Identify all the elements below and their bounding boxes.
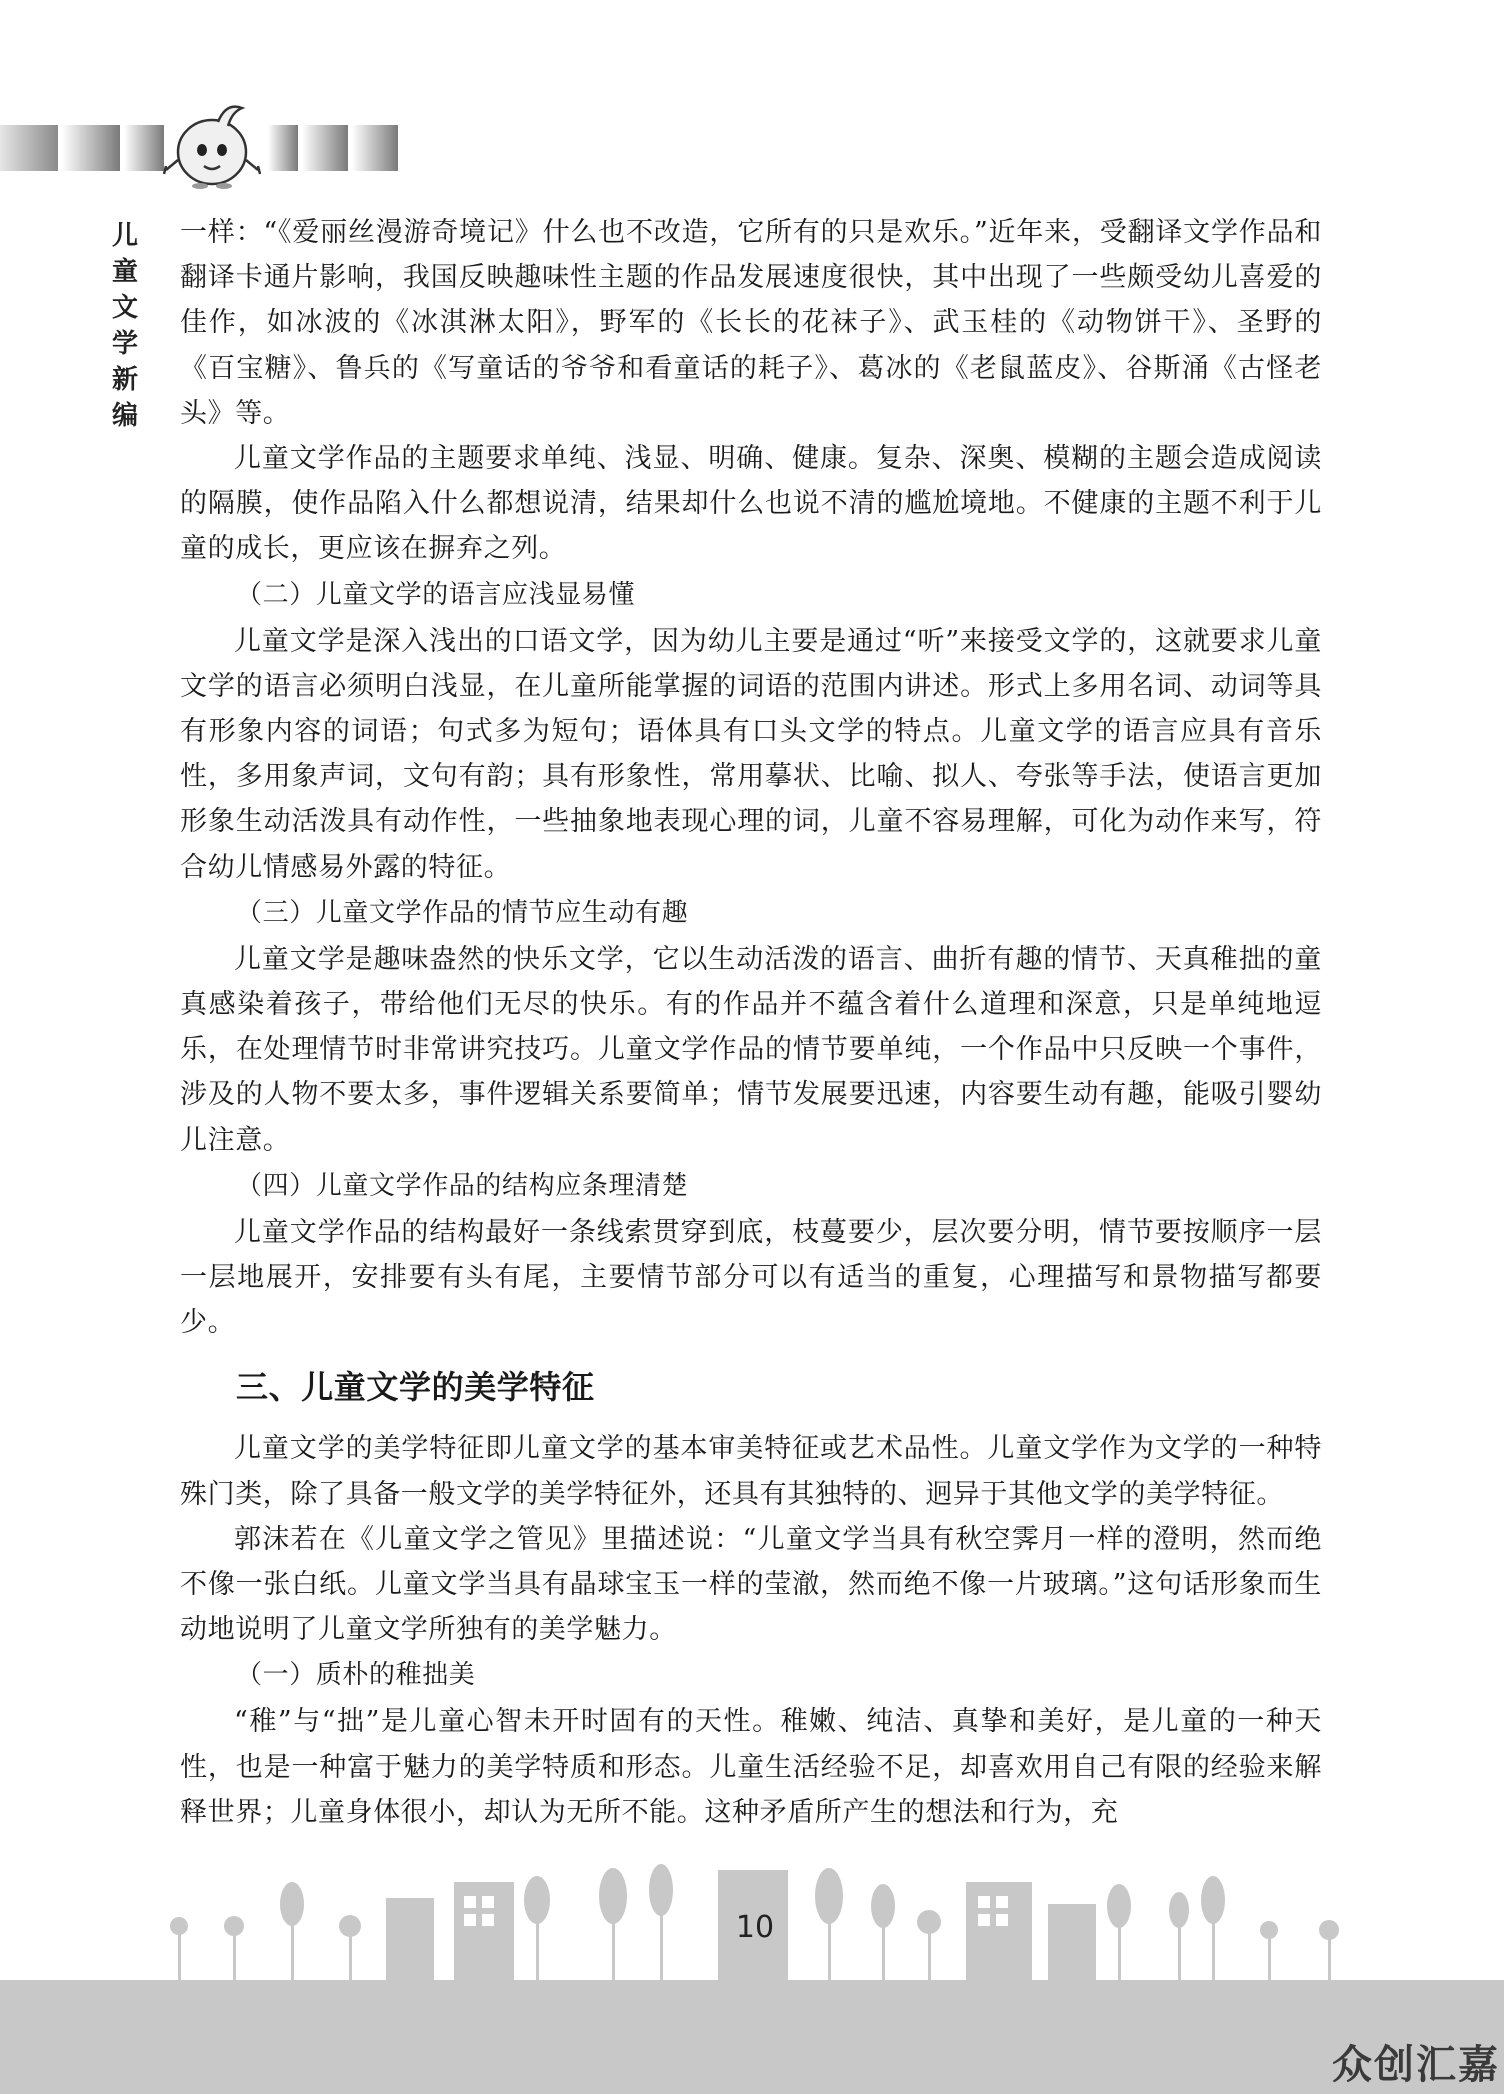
- paragraph: 郭沫若在《儿童文学之管见》里描述说：“儿童文学当具有秋空霁月一样的澄明，然而绝不像一张白纸。儿童文学当具有晶球宝玉一样的莹澈，然而绝不像一片玻璃。”这句话形象而生动地说明了儿童文学所独有的美学魅力。: [180, 1523, 1322, 1646]
- mascot-logo: [160, 100, 265, 190]
- paragraph: 一样：“《爱丽丝漫游奇境记》什么也不改造，它所有的只是欢乐。”近年来，受翻译文学作品和翻译卡通片影响，我国反映趣味性主题的作品发展速度很快，其中出现了一些颇受幼儿喜爱的佳作，如冰波的《冰淇淋太阳》，野军的《长长的花袜子》、武玉桂的《动物饼干》、圣野的《百宝糖》、鲁兵的《写童话的爷爷和看童话的耗子》、葛冰的《老鼠蓝皮》、谷斯涌《古怪老头》等。: [180, 217, 1322, 429]
- side-title-char: 新: [111, 365, 138, 395]
- side-title-char: 童: [111, 257, 138, 287]
- subsection-heading: （二）儿童文学的语言应浅显易懂: [236, 579, 636, 610]
- subsection-heading: （一）质朴的稚拙美: [236, 1660, 476, 1691]
- side-title-char: 儿: [111, 221, 138, 251]
- paragraph: 儿童文学的美学特征即儿童文学的基本审美特征或艺术品性。儿童文学作为文学的一种特殊门类，除了具备一般文学的美学特征外，还具有其独特的、迥异于其他文学的美学特征。: [180, 1433, 1322, 1510]
- book-side-title: [110, 218, 140, 434]
- paragraph: 儿童文学是深入浅出的口语文学，因为幼儿主要是通过“听”来接受文学的，这就要求儿童文学的语言必须明白浅显，在儿童所能掌握的词语的范围内讲述。形式上多用名词、动词等具有形象内容的词语；句式多为短句；语体具有口头文学的特点。儿童文学的语言应具有音乐性，多用象声词，文句有韵；具有形象性，常用摹状、比喻、拟人、夸张等手法，使语言更加形象生动活泼具有动作性，一些抽象地表现心理的词，儿童不容易理解，可化为动作来写，符合幼儿情感易外露的特征。: [180, 625, 1322, 883]
- side-title-char: 编: [111, 401, 138, 431]
- paragraph: “稚”与“拙”是儿童心智未开时固有的天性。稚嫩、纯洁、真挚和美好，是儿童的一种天性，也是一种富于魅力的美学特质和形态。儿童生活经验不足，却喜欢用自己有限的经验来解释世界；儿童身体很小，却认为无所不能。这种矛盾所产生的想法和行为，充: [180, 1706, 1322, 1828]
- subsection-heading: （四）儿童文学作品的结构应条理清楚: [236, 1170, 689, 1201]
- paragraph: 儿童文学作品的主题要求单纯、浅显、明确、健康。复杂、深奥、模糊的主题会造成阅读的隔膜，使作品陷入什么都想说清，结果却什么也说不清的尴尬境地。不健康的主题不利于儿童的成长，更应该在摒弃之列。: [180, 443, 1322, 565]
- section-heading: 三、儿童文学的美学特征: [236, 1368, 595, 1407]
- page-number: 10: [735, 1910, 775, 1945]
- paragraph: 儿童文学作品的结构最好一条线索贯穿到底，枝蔓要少，层次要分明，情节要按顺序一层一层地展开，安排要有头有尾，主要情节部分可以有适当的重复，心理描写和景物描写都要少。: [180, 1216, 1322, 1339]
- footer-city-decor: [0, 1860, 1504, 2094]
- page-body: [180, 210, 1322, 1835]
- side-title-char: 文: [111, 293, 138, 323]
- subsection-heading: （三）儿童文学作品的情节应生动有趣: [236, 897, 689, 928]
- side-title-char: 学: [111, 329, 138, 359]
- watermark-text: 众创汇嘉: [1332, 2042, 1500, 2088]
- paragraph: 儿童文学是趣味盎然的快乐文学，它以生动活泼的语言、曲折有趣的情节、天真稚拙的童真感染着孩子，带给他们无尽的快乐。有的作品并不蕴含着什么道理和深意，只是单纯地逗乐，在处理情节时非常讲究技巧。儿童文学作品的情节要单纯，一个作品中只反映一个事件，涉及的人物不要太多，事件逻辑关系要简单；情节发展要迅速，内容要生动有趣，能吸引婴幼儿注意。: [180, 943, 1322, 1156]
